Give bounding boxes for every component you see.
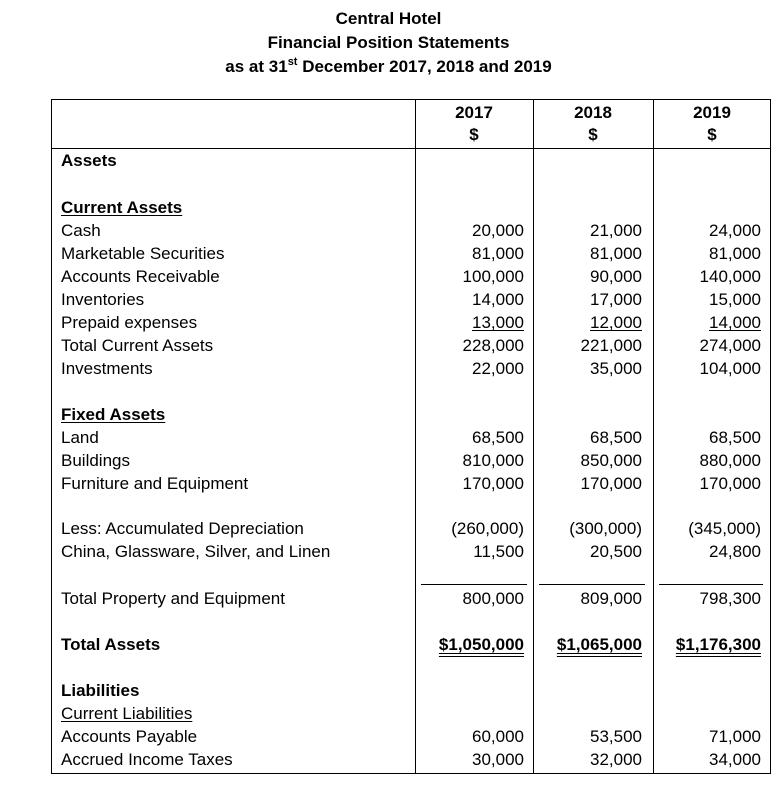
cell-2019: 880,000 [699, 451, 761, 470]
cell-2018: 68,500 [590, 428, 642, 447]
current-liabilities-heading: Current Liabilities [61, 704, 193, 723]
row-label-cash: Cash [61, 221, 101, 240]
cell-2018: 35,000 [590, 359, 642, 378]
cell-2017: 800,000 [462, 589, 524, 608]
cell-2018: 21,000 [590, 221, 642, 240]
row-label-total-property: Total Property and Equipment [61, 589, 285, 608]
cell-2019: 68,500 [709, 428, 761, 447]
cell-2019: 14,000 [709, 313, 761, 332]
col-2018-currency: $ [588, 125, 598, 144]
cell-2018: 90,000 [590, 267, 642, 286]
current-assets-heading: Current Assets [61, 198, 183, 217]
cell-2017: 68,500 [472, 428, 524, 447]
cell-2018: 221,000 [580, 336, 642, 355]
cell-2019: 34,000 [709, 750, 761, 769]
cell-2019: 170,000 [699, 474, 761, 493]
cell-2017: 22,000 [472, 359, 524, 378]
company-name: Central Hotel [335, 9, 442, 28]
cell-2017: 14,000 [472, 290, 524, 309]
cell-2017: 60,000 [472, 727, 524, 746]
cell-2019: (345,000) [688, 519, 761, 538]
cell-2018: $1,065,000 [556, 635, 642, 654]
col-2017-currency: $ [469, 125, 479, 144]
cell-2017: $1,050,000 [438, 635, 524, 654]
cell-2018: 17,000 [590, 290, 642, 309]
cell-2018: 12,000 [590, 313, 642, 332]
cell-2017: 170,000 [462, 474, 524, 493]
cell-2018: 170,000 [580, 474, 642, 493]
cell-2017: 81,000 [472, 244, 524, 263]
row-label-accounts-receivable: Accounts Receivable [61, 267, 220, 286]
cell-2019: 140,000 [699, 267, 761, 286]
row-label-prepaid-expenses: Prepaid expenses [61, 313, 198, 332]
total-rule [659, 584, 763, 585]
cell-2018: (300,000) [569, 519, 642, 538]
cell-2017: 810,000 [462, 451, 524, 470]
cell-2019: $1,176,300 [675, 635, 761, 654]
liabilities-heading: Liabilities [61, 681, 140, 700]
row-label-buildings: Buildings [61, 451, 130, 470]
total-rule [421, 584, 527, 585]
cell-2019: 24,000 [709, 221, 761, 240]
cell-2017: 30,000 [472, 750, 524, 769]
column-divider [415, 100, 416, 773]
cell-2019: 24,800 [709, 542, 761, 561]
fixed-assets-heading: Fixed Assets [61, 405, 166, 424]
col-2018-year: 2018 [574, 103, 612, 122]
row-label-total-current-assets: Total Current Assets [61, 336, 214, 355]
row-label-total-assets: Total Assets [61, 635, 161, 654]
financial-table [51, 99, 771, 774]
row-label-furniture: Furniture and Equipment [61, 474, 249, 493]
cell-2018: 81,000 [590, 244, 642, 263]
row-label-marketable-securities: Marketable Securities [61, 244, 225, 263]
statement-title: Financial Position Statements [267, 33, 510, 52]
total-rule [539, 584, 645, 585]
column-divider [533, 100, 534, 773]
cell-2017: 13,000 [472, 313, 524, 332]
row-label-accounts-payable: Accounts Payable [61, 727, 198, 746]
row-label-accrued-income-taxes: Accrued Income Taxes [61, 750, 233, 769]
cell-2017: 100,000 [462, 267, 524, 286]
cell-2019: 274,000 [699, 336, 761, 355]
cell-2019: 81,000 [709, 244, 761, 263]
column-divider [653, 100, 654, 773]
col-2017-year: 2017 [455, 103, 493, 122]
statement-date: as at 31st December 2017, 2018 and 2019 [225, 56, 552, 76]
row-label-land: Land [61, 428, 99, 447]
cell-2018: 850,000 [580, 451, 642, 470]
cell-2017: (260,000) [451, 519, 524, 538]
cell-2018: 809,000 [580, 589, 642, 608]
row-label-accumulated-depreciation: Less: Accumulated Depreciation [61, 519, 304, 538]
assets-heading: Assets [61, 151, 117, 170]
col-2019-year: 2019 [693, 103, 731, 122]
cell-2018: 53,500 [590, 727, 642, 746]
header-divider [52, 148, 770, 149]
row-label-china-glassware: China, Glassware, Silver, and Linen [61, 542, 331, 561]
cell-2019: 15,000 [709, 290, 761, 309]
row-label-inventories: Inventories [61, 290, 145, 309]
cell-2017: 228,000 [462, 336, 524, 355]
cell-2017: 20,000 [472, 221, 524, 240]
row-label-investments: Investments [61, 359, 153, 378]
cell-2017: 11,500 [473, 542, 524, 561]
cell-2019: 104,000 [699, 359, 761, 378]
cell-2019: 798,300 [699, 589, 761, 608]
cell-2018: 32,000 [590, 750, 642, 769]
cell-2019: 71,000 [709, 727, 761, 746]
col-2019-currency: $ [707, 125, 717, 144]
cell-2018: 20,500 [590, 542, 642, 561]
